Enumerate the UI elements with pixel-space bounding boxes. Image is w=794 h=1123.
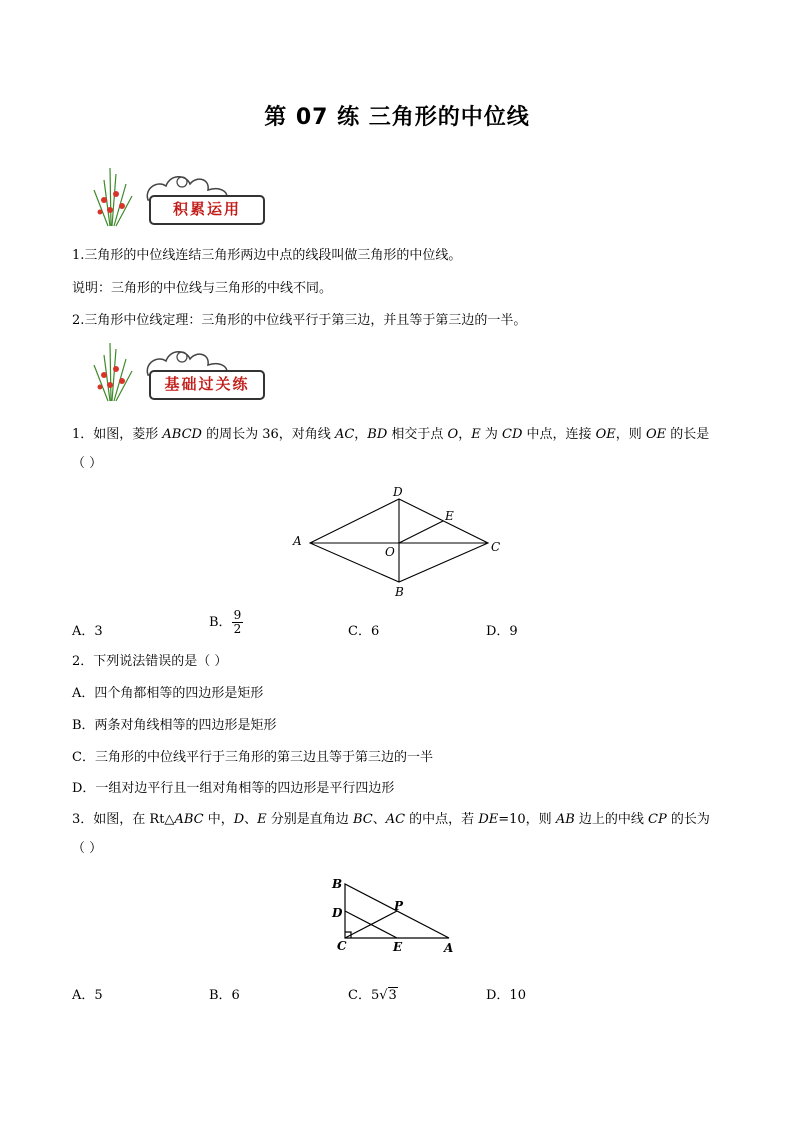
question-3-stem xyxy=(72,811,710,829)
page-title: 第 07 练 三角形的中位线 xyxy=(264,105,530,130)
rhombus-figure xyxy=(285,482,515,602)
question-number: 1． xyxy=(72,427,94,442)
label-b: B xyxy=(395,585,404,599)
section-banner-practice xyxy=(86,160,276,230)
q1-option-c[interactable]: C．6 xyxy=(348,624,380,639)
q2-option-b[interactable]: B．两条对角线相等的四边形是矩形 xyxy=(72,718,277,733)
stem-text: 、 xyxy=(244,812,258,827)
question-1-answer-paren: （ ） xyxy=(72,456,103,471)
var-abc: ABC xyxy=(174,812,204,827)
stem-text: 的长为 xyxy=(666,812,710,827)
knowledge-line-1: 1.三角形的中位线连结三角形两边中点的线段叫做三角形的中位线。 xyxy=(72,248,462,263)
var-ac: AC xyxy=(385,812,406,827)
stem-text: ， xyxy=(354,427,368,442)
q2-option-c[interactable]: C．三角形的中位线平行于三角形的第三边且等于第三边的一半 xyxy=(72,750,433,765)
stem-text: ，则 xyxy=(615,427,646,442)
label-p: P xyxy=(394,899,404,913)
section-banner-basic xyxy=(86,335,276,405)
question-1-stem xyxy=(72,426,709,444)
stem-text: ， xyxy=(458,427,472,442)
radicand: 3 xyxy=(388,988,397,1003)
denominator: 2 xyxy=(233,622,242,636)
var-oe: OE xyxy=(645,427,667,442)
stem-text: 的长是 xyxy=(666,427,710,442)
q3-option-b[interactable]: B．6 xyxy=(209,988,240,1003)
label-c: C xyxy=(337,939,347,953)
knowledge-line-2: 说明：三角形的中位线与三角形的中线不同。 xyxy=(72,281,333,296)
q3-option-d[interactable]: D．10 xyxy=(486,988,526,1003)
sqrt-icon: √ xyxy=(379,988,388,1003)
stem-text: =10，则 xyxy=(498,812,556,827)
var-e: E xyxy=(257,812,267,827)
stem-text: 为 xyxy=(480,427,502,442)
question-3-answer-paren: （ ） xyxy=(72,841,103,856)
q1-option-d[interactable]: D．9 xyxy=(486,624,518,639)
label-d: D xyxy=(332,906,343,920)
label-e: E xyxy=(445,509,454,523)
stem-text: 如图，在 Rt△ xyxy=(93,812,175,827)
question-2-stem: 2．下列说法错误的是（ ） xyxy=(72,654,228,669)
option-label: B． xyxy=(209,615,232,630)
label-c: C xyxy=(491,540,501,554)
stem-text: 、 xyxy=(372,812,386,827)
numerator: 9 xyxy=(233,608,242,622)
var-bd: BD xyxy=(367,427,388,442)
var-ab: AB xyxy=(555,812,575,827)
option-label: C．5 xyxy=(348,988,380,1003)
stem-text: 边上的中线 xyxy=(574,812,649,827)
var-bc: BC xyxy=(352,812,373,827)
q3-option-c[interactable] xyxy=(348,984,398,1003)
label-o: O xyxy=(385,545,395,559)
var-ac: AC xyxy=(334,427,355,442)
q3-option-a[interactable]: A．5 xyxy=(72,988,103,1003)
stem-text: 的周长为 36，对角线 xyxy=(201,427,335,442)
stem-text: 中， xyxy=(203,812,234,827)
q1-option-b[interactable] xyxy=(209,609,243,636)
fraction xyxy=(232,609,244,636)
var-d: D xyxy=(233,812,245,827)
stem-text: 的中点，若 xyxy=(405,812,479,827)
var-cd: CD xyxy=(502,427,523,442)
banner-label: 基础过关练 xyxy=(164,375,250,393)
var-oe: OE xyxy=(595,427,616,442)
stem-text: 分别是直角边 xyxy=(266,812,353,827)
stem-text: 相交于点 xyxy=(387,427,448,442)
right-triangle-figure xyxy=(325,872,465,958)
var-o: O xyxy=(447,427,459,442)
banner-label: 积累运用 xyxy=(172,200,241,218)
label-a: A xyxy=(293,534,302,548)
question-number: 3． xyxy=(72,812,94,827)
q2-option-d[interactable]: D．一组对边平行且一组对角相等的四边形是平行四边形 xyxy=(72,781,395,796)
var-cp: CP xyxy=(648,812,667,827)
stem-text: 中点，连接 xyxy=(522,427,596,442)
q2-option-a[interactable]: A．四个角都相等的四边形是矩形 xyxy=(72,686,264,701)
var-abcd: ABCD xyxy=(162,427,202,442)
stem-text: 如图，菱形 xyxy=(93,427,163,442)
var-de: DE xyxy=(478,812,499,827)
knowledge-line-3: 2.三角形中位线定理：三角形的中位线平行于第三边，并且等于第三边的一半。 xyxy=(72,313,527,328)
label-b: B xyxy=(332,877,343,891)
label-a: A xyxy=(444,941,454,955)
var-e: E xyxy=(471,427,481,442)
q1-option-a[interactable]: A．3 xyxy=(72,624,103,639)
label-e: E xyxy=(393,940,403,954)
label-d: D xyxy=(393,485,403,499)
